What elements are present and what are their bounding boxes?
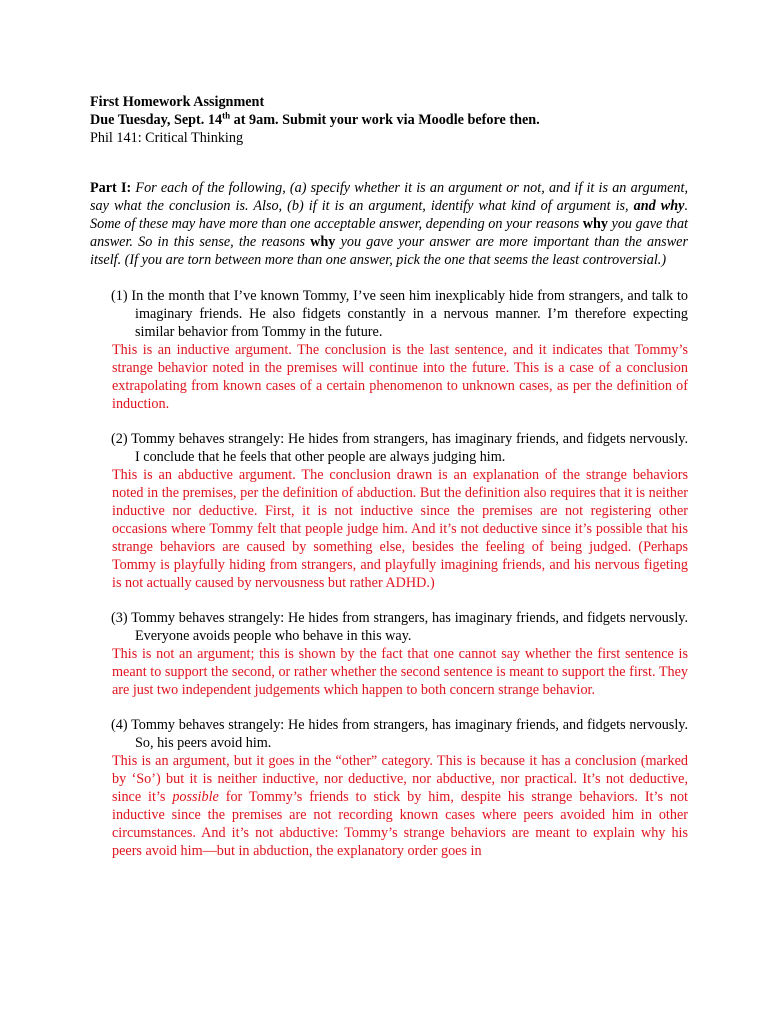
- question-4: (4) Tommy behaves strangely: He hides from strangers, has imaginary friends, and fidgets nervously. So, his peers avoid him.: [111, 717, 688, 751]
- answer-4-seg-a: This is an argument, but it goes in the “other” category. This is because it has a conclusion (marked by ‘So’) but it is neither inductive, nor deductive, nor abductive, nor practical. It’s not deductive, since it’s: [112, 753, 688, 805]
- question-list: [90, 287, 688, 860]
- instr-why-1: why: [582, 216, 608, 232]
- due-text-start: Due Tuesday, Sept. 14: [90, 112, 223, 128]
- due-superscript: th: [222, 110, 231, 121]
- list-item: [90, 287, 688, 413]
- part1-label: Part I:: [90, 180, 132, 196]
- instr-seg-d: you gave your answer are more important than the answer itself. (If you are torn between more than one answer, pick the one that seems the least controversial.): [90, 234, 688, 268]
- course-name: Phil 141: Critical Thinking: [90, 130, 244, 146]
- answer-1: This is an inductive argument. The conclusion is the last sentence, and it indicates that Tommy’s strange behavior noted in the premises will continue into the future. This is a case of a conclusion extrapolating from known cases of a certain phenomenon to unknown cases, as per the definition of induction.: [112, 342, 688, 412]
- due-date-line: [90, 111, 688, 129]
- instr-why-2: why: [310, 234, 336, 250]
- answer-2: This is an abductive argument. The conclusion drawn is an explanation of the strange behaviors noted in the premises, per the definition of abduction. But the definition also requires that it is neither inductive nor deductive. First, it is not inductive since the premises are not registering other occasions where Tommy felt that people judge him. And it’s not deductive since it’s possible that his strange behaviors are caused by something else, besides the feeling of being judged. (Perhaps Tommy is playfully hiding from strangers, and playfully imagining friends, and his nervous figeting is not actually caused by nervousness but rather ADHD.): [112, 467, 688, 591]
- instr-and-why: and why: [633, 198, 685, 214]
- due-text-end: at 9am. Submit your work via Moodle before then.: [230, 112, 540, 128]
- list-item: [90, 609, 688, 699]
- list-item: [90, 430, 688, 592]
- question-2: (2) Tommy behaves strangely: He hides from strangers, has imaginary friends, and fidgets nervously. I conclude that he feels that other people are always judging him.: [111, 431, 688, 465]
- assignment-title: First Homework Assignment: [90, 94, 265, 110]
- answer-4: [112, 752, 688, 860]
- instr-seg-b: . Some of these may have more than one acceptable answer, depending on your reasons: [90, 198, 689, 232]
- answer-3: This is not an argument; this is shown by the fact that one cannot say whether the first sentence is meant to support the second, or rather whether the second sentence is meant to support the first. They are just two independent judgements which happen to both concern strange behavior.: [112, 646, 688, 698]
- answer-4-italic: possible: [172, 789, 219, 805]
- question-1: (1) In the month that I’ve known Tommy, I’ve seen him inexplicably hide from strangers, and talk to imaginary friends. He also fidgets constantly in a nervous manner. I’m therefore expecting similar behavior from Tommy in the future.: [111, 288, 688, 340]
- answer-4-seg-b: for Tommy’s friends to stick by him, despite his strange behaviors. It’s not inductive since the premises are not recording known cases where peers avoided him in other circumstances. And it’s not abductive: Tommy’s strange behaviors are meant to explain why his peers avoid him—but in abduction, the explanatory order goes in: [112, 789, 688, 859]
- instr-seg-a: For each of the following, (a) specify whether it is an argument or not, and if it is an argument, say what the conclusion is. Also, (b) if it is an argument, identify what kind of argument is,: [90, 180, 688, 214]
- instr-seg-c: you gave that answer. So in this sense, the reasons: [90, 216, 688, 250]
- part1-instructions: [90, 179, 688, 269]
- list-item: [90, 716, 688, 860]
- question-3: (3) Tommy behaves strangely: He hides from strangers, has imaginary friends, and fidgets nervously. Everyone avoids people who behave in this way.: [111, 610, 688, 644]
